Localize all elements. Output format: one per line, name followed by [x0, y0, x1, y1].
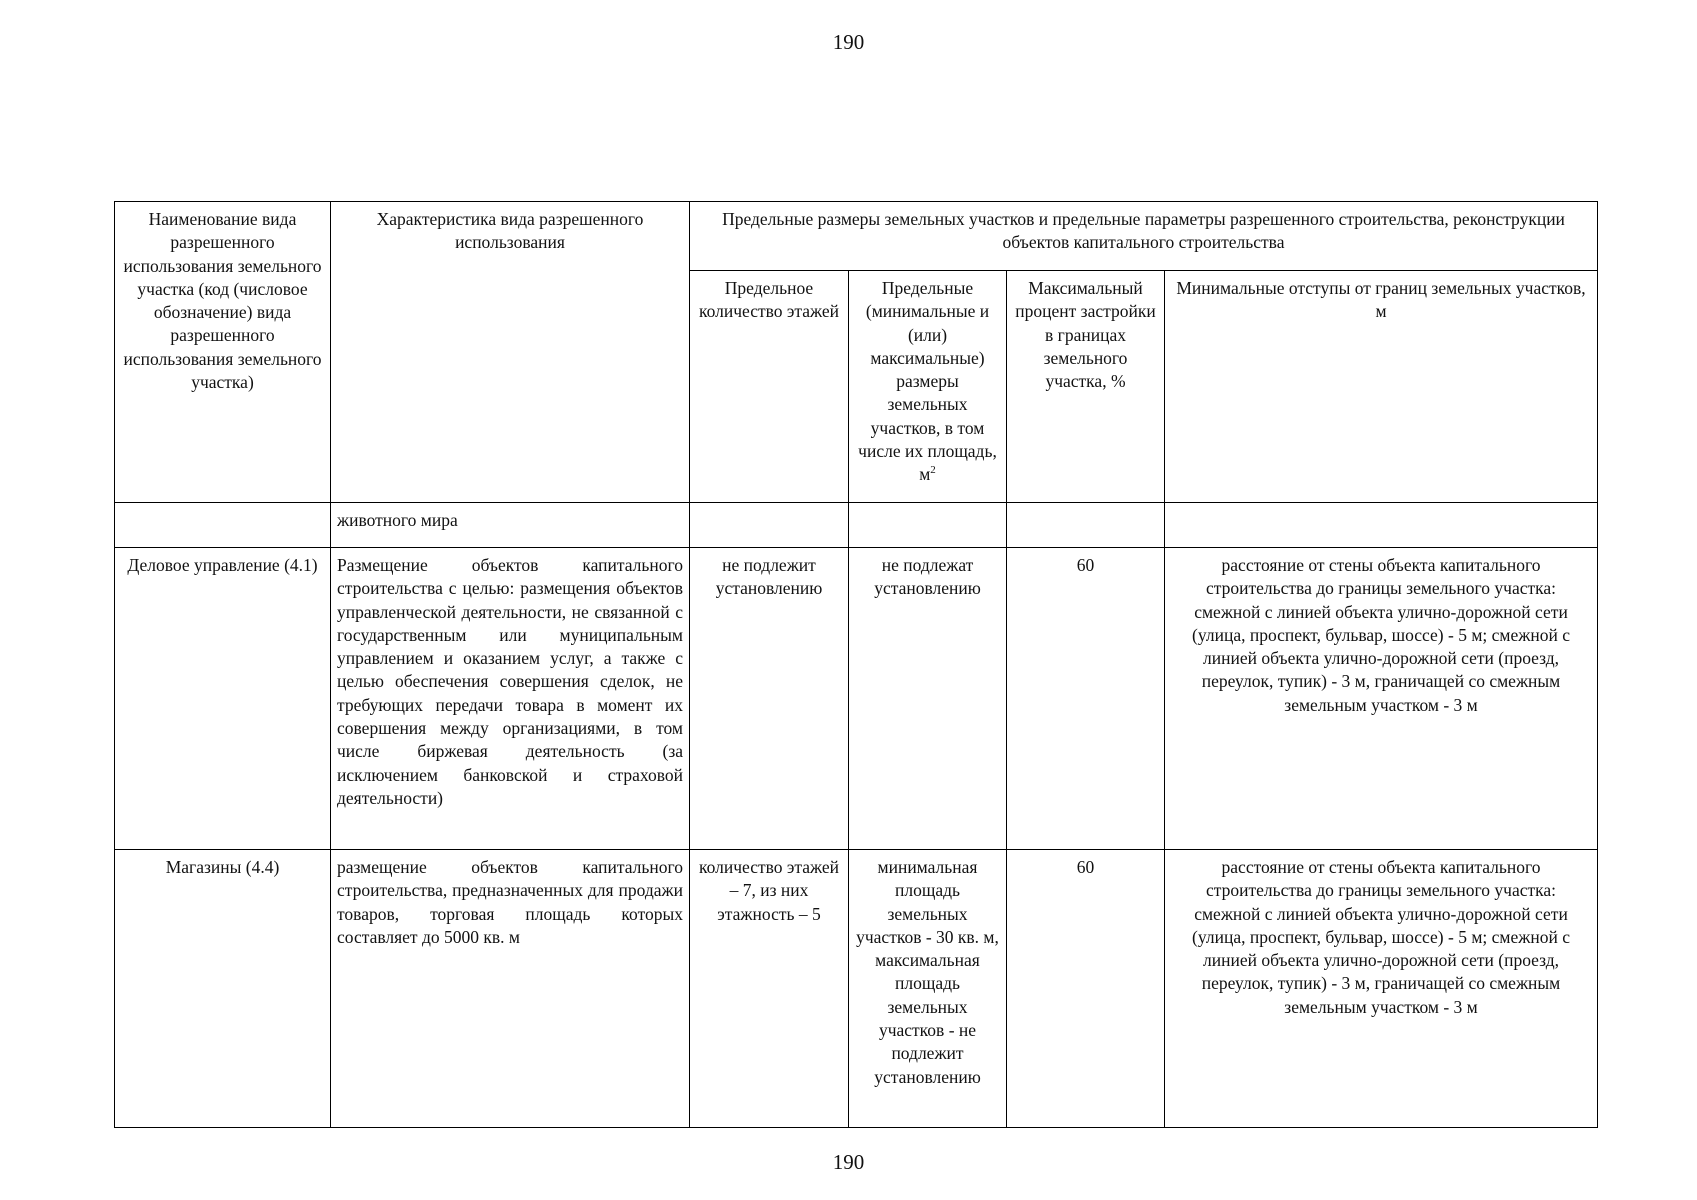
cell-description: Размещение объектов капитального строительства с целью: размещения объектов управленческой деятельности, не связанной с государственным или муниципальным управлением и оказанием услуг, а также с целью обеспечения совершения сделок, не требующих передачи товара в момент их совершения между организациями, в том числе биржевая деятельность (за исключением банковской и страховой деятельности)	[331, 548, 690, 850]
table-row	[115, 503, 1598, 548]
page-number-top: 190	[832, 30, 865, 54]
table-row	[115, 548, 1598, 850]
header-description: Характеристика вида разрешенного использования	[331, 202, 690, 503]
header-plot-size-text: Предельные (минимальные и (или) максимальные) размеры земельных участков, в том числе их площадь, м	[858, 278, 997, 485]
cell-name	[115, 503, 331, 548]
cell-plot-size: минимальная площадь земельных участков - 30 кв. м, максимальная площадь земельных участков - не подлежит установлению	[849, 850, 1007, 1128]
header-coverage: Максимальный процент застройки в границах земельного участка, %	[1007, 271, 1165, 503]
cell-plot-size: не подлежат установлению	[849, 548, 1007, 850]
cell-floors: количество этажей – 7, из них этажность – 5	[690, 850, 849, 1128]
cell-coverage	[1007, 503, 1165, 548]
cell-description: животного мира	[331, 503, 690, 548]
header-floors: Предельное количество этажей	[690, 271, 849, 503]
header-row-1	[115, 202, 1598, 271]
cell-description: размещение объектов капитального строительства, предназначенных для продажи товаров, торговая площадь которых составляет до 5000 кв. м	[331, 850, 690, 1128]
cell-coverage: 60	[1007, 850, 1165, 1128]
cell-name: Деловое управление (4.1)	[115, 548, 331, 850]
cell-floors: не подлежит установлению	[690, 548, 849, 850]
header-group: Предельные размеры земельных участков и предельные параметры разрешенного строительства, реконструкции объектов капитального строительства	[690, 202, 1598, 271]
header-plot-size-sup: 2	[930, 464, 936, 477]
land-use-table	[114, 201, 1598, 1128]
header-plot-size	[849, 271, 1007, 503]
page-number-bottom: 190	[832, 1150, 865, 1174]
table-row	[115, 850, 1598, 1128]
header-setbacks: Минимальные отступы от границ земельных участков, м	[1165, 271, 1598, 503]
cell-setbacks: расстояние от стены объекта капитального строительства до границы земельного участка: смежной с линией объекта улично-дорожной сети (улица, проспект, бульвар, шоссе) - 5 м; смежной с линией объекта улично-дорожной сети (проезд, переулок, тупик) - 3 м, граничащей со смежным земельным участком - 3 м	[1165, 548, 1598, 850]
header-name: Наименование вида разрешенного использования земельного участка (код (числовое обозначение) вида разрешенного использования земельного участка)	[115, 202, 331, 503]
cell-floors	[690, 503, 849, 548]
cell-setbacks: расстояние от стены объекта капитального строительства до границы земельного участка: смежной с линией объекта улично-дорожной сети (улица, проспект, бульвар, шоссе) - 5 м; смежной с линией объекта улично-дорожной сети (проезд, переулок, тупик) - 3 м, граничащей со смежным земельным участком - 3 м	[1165, 850, 1598, 1128]
cell-setbacks	[1165, 503, 1598, 548]
cell-plot-size	[849, 503, 1007, 548]
cell-name: Магазины (4.4)	[115, 850, 331, 1128]
cell-coverage: 60	[1007, 548, 1165, 850]
